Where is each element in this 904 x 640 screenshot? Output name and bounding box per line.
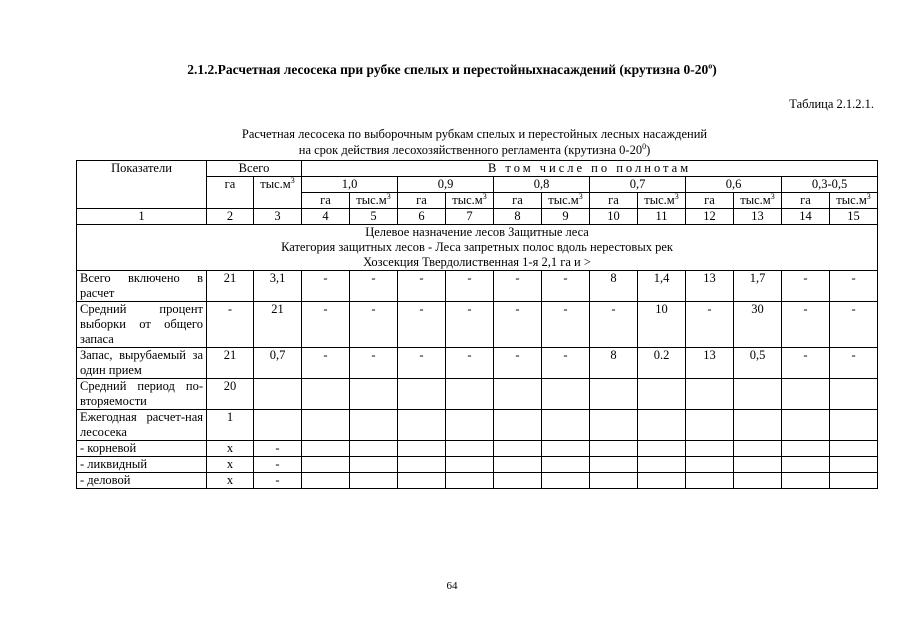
table-cell: 13 (686, 271, 734, 302)
table-cell (830, 410, 878, 441)
table-cell (494, 410, 542, 441)
table-cell (302, 379, 350, 410)
table-cell (734, 473, 782, 489)
table-cell: - (830, 302, 878, 348)
row-label: Средний процент выборки от общего запаса (77, 302, 207, 348)
table-cell: 8 (590, 271, 638, 302)
caption-line-2: на срок действия лесохозяйственного регламента (крутизна $0-20^0$) (298, 141, 651, 157)
column-number: 3 (254, 209, 302, 225)
table-cell: - (302, 302, 350, 348)
column-number: 7 (446, 209, 494, 225)
caption-line-1: Расчетная лесосека по выборочным рубкам спелых и перестойных лесных насаждений (241, 127, 708, 141)
column-number-row (77, 209, 878, 225)
table-cell: 13 (686, 348, 734, 379)
header-ha: га (302, 193, 350, 209)
table-cell (734, 457, 782, 473)
table-cell: 0.2 (638, 348, 686, 379)
table-cell: - (830, 271, 878, 302)
table-cell: - (254, 441, 302, 457)
table-cell: - (254, 473, 302, 489)
column-number: 1 (77, 209, 207, 225)
table-cell: - (350, 348, 398, 379)
table-cell: - (542, 348, 590, 379)
header-volume: $тыс.м^3$ (830, 193, 878, 209)
table-cell: - (782, 348, 830, 379)
table-cell (542, 473, 590, 489)
table-cell (494, 441, 542, 457)
group-row (77, 225, 878, 271)
table-row (77, 348, 878, 379)
column-number: 10 (590, 209, 638, 225)
table-cell (686, 410, 734, 441)
table-cell (638, 379, 686, 410)
table-cell: 21 (207, 271, 254, 302)
table-cell: - (782, 271, 830, 302)
table-cell: - (398, 302, 446, 348)
table-cell: - (542, 302, 590, 348)
table-cell (254, 410, 302, 441)
table-cell: х (207, 473, 254, 489)
table-cell (350, 410, 398, 441)
header-indicators: Показатели (77, 161, 207, 209)
table-cell (446, 457, 494, 473)
row-label: Ежегодная расчет-ная лесосека (77, 410, 207, 441)
table-cell (350, 457, 398, 473)
header-by-density: В том числе по полнотам (302, 161, 878, 177)
column-number: 5 (350, 209, 398, 225)
table-cell (398, 379, 446, 410)
table-cell (542, 379, 590, 410)
table-cell: - (590, 302, 638, 348)
table-cell: - (207, 302, 254, 348)
table-cell (638, 441, 686, 457)
table-cell (590, 473, 638, 489)
table-cell: - (782, 302, 830, 348)
table-cell: - (686, 302, 734, 348)
table-cell (686, 457, 734, 473)
header-ha: га (494, 193, 542, 209)
column-number: 12 (686, 209, 734, 225)
column-number: 6 (398, 209, 446, 225)
table-cell (446, 379, 494, 410)
table-cell (398, 473, 446, 489)
header-volume: $тыс.м^3$ (350, 193, 398, 209)
table-cell (302, 441, 350, 457)
table-cell (254, 379, 302, 410)
table-cell (590, 441, 638, 457)
table-cell: х (207, 457, 254, 473)
header-volume: $тыс.м^3$ (734, 193, 782, 209)
table-cell: 20 (207, 379, 254, 410)
table-cell (446, 441, 494, 457)
table-cell (686, 379, 734, 410)
table-cell (302, 473, 350, 489)
header-density: 0,3-0,5 (782, 177, 878, 193)
table-cell (398, 410, 446, 441)
table-cell (638, 457, 686, 473)
table-cell: - (254, 457, 302, 473)
table-cell: - (446, 348, 494, 379)
table-cell (686, 441, 734, 457)
table-cell (494, 473, 542, 489)
table-cell: 8 (590, 348, 638, 379)
header-total: Всего (207, 161, 302, 177)
row-label: Средний период по-вторяемости (77, 379, 207, 410)
row-label: - корневой (77, 441, 207, 457)
table-cell: 10 (638, 302, 686, 348)
table-row (77, 473, 878, 489)
table-cell (734, 441, 782, 457)
table-cell (782, 410, 830, 441)
table-cell (830, 379, 878, 410)
table-cell (542, 410, 590, 441)
section-heading: 2.1.2.Расчетная лесосека при рубке спелых и перестойныхнасаждений (крутизна $0-20^о$) (187, 61, 717, 77)
column-number: 8 (494, 209, 542, 225)
table-cell: 21 (254, 302, 302, 348)
header-ha: га (782, 193, 830, 209)
table-cell (638, 410, 686, 441)
table-cell (542, 457, 590, 473)
header-total-ha: га (207, 177, 254, 209)
table-cell (734, 379, 782, 410)
column-number: 14 (782, 209, 830, 225)
column-number: 11 (638, 209, 686, 225)
table-cell (350, 441, 398, 457)
table-cell: 1 (207, 410, 254, 441)
header-volume: $тыс.м^3$ (446, 193, 494, 209)
row-label: - ликвидный (77, 457, 207, 473)
table-cell (638, 473, 686, 489)
table-cell (830, 441, 878, 457)
header-ha: га (590, 193, 638, 209)
table-cell: - (494, 271, 542, 302)
table-row (77, 379, 878, 410)
header-density: 0,7 (590, 177, 686, 193)
column-number: 9 (542, 209, 590, 225)
table-cell: - (350, 302, 398, 348)
data-rows (77, 271, 878, 489)
table-cell (494, 457, 542, 473)
table-cell (446, 473, 494, 489)
header-row-1 (77, 161, 878, 177)
table-cell (782, 379, 830, 410)
column-number: 2 (207, 209, 254, 225)
table-cell (734, 410, 782, 441)
table-cell: - (542, 271, 590, 302)
column-number: 13 (734, 209, 782, 225)
table-cell (830, 473, 878, 489)
page-number: 64 (446, 580, 458, 592)
protective-category: Категория защитных лесов - Леса запретных полос вдоль нерестовых рек (281, 240, 673, 254)
economic-section: Хозсекция Твердолиственная 1-я 2,1 га и > (363, 255, 591, 269)
table-cell (398, 457, 446, 473)
header-volume: $тыс.м^3$ (638, 193, 686, 209)
table-caption (76, 126, 873, 158)
row-label: - деловой (77, 473, 207, 489)
table-cell (782, 473, 830, 489)
table-cell: - (446, 271, 494, 302)
header-ha: га (398, 193, 446, 209)
felling-table (76, 160, 878, 489)
table-cell: 30 (734, 302, 782, 348)
table-cell (542, 441, 590, 457)
header-density: 0,6 (686, 177, 782, 193)
table-cell (830, 457, 878, 473)
table-cell (590, 457, 638, 473)
header-total-volume: $тыс.м^3$ (254, 177, 302, 209)
table-cell: х (207, 441, 254, 457)
group-description (77, 225, 878, 271)
table-cell (350, 473, 398, 489)
row-label: Всего включено в расчет (77, 271, 207, 302)
table-cell (494, 379, 542, 410)
table-cell (590, 379, 638, 410)
header-density: 1,0 (302, 177, 398, 193)
table-cell: 1,7 (734, 271, 782, 302)
header-volume: $тыс.м^3$ (542, 193, 590, 209)
table-cell (590, 410, 638, 441)
table-cell (446, 410, 494, 441)
table-cell (398, 441, 446, 457)
table-row (77, 271, 878, 302)
table-cell (302, 410, 350, 441)
header-density: 0,9 (398, 177, 494, 193)
row-label: Запас, вырубаемый за один прием (77, 348, 207, 379)
table-cell: 3,1 (254, 271, 302, 302)
table-cell (782, 457, 830, 473)
table-row (77, 410, 878, 441)
table-cell: - (398, 271, 446, 302)
table-cell (686, 473, 734, 489)
table-cell: 1,4 (638, 271, 686, 302)
table-cell: - (350, 271, 398, 302)
table-cell (782, 441, 830, 457)
header-ha: га (686, 193, 734, 209)
column-number: 4 (302, 209, 350, 225)
table-cell: 0,7 (254, 348, 302, 379)
table-number: Таблица 2.1.2.1. (789, 97, 874, 111)
table-cell: - (830, 348, 878, 379)
table-cell: - (398, 348, 446, 379)
table-cell: - (302, 271, 350, 302)
header-density: 0,8 (494, 177, 590, 193)
table-row (77, 441, 878, 457)
table-cell: - (494, 302, 542, 348)
table-row (77, 302, 878, 348)
column-number: 15 (830, 209, 878, 225)
table-cell: - (446, 302, 494, 348)
table-cell: 21 (207, 348, 254, 379)
table-cell: - (302, 348, 350, 379)
table-row (77, 457, 878, 473)
table-cell: - (494, 348, 542, 379)
table-cell (302, 457, 350, 473)
table-cell: 0,5 (734, 348, 782, 379)
table-cell (350, 379, 398, 410)
forest-purpose: Целевое назначение лесов Защитные леса (365, 225, 589, 239)
